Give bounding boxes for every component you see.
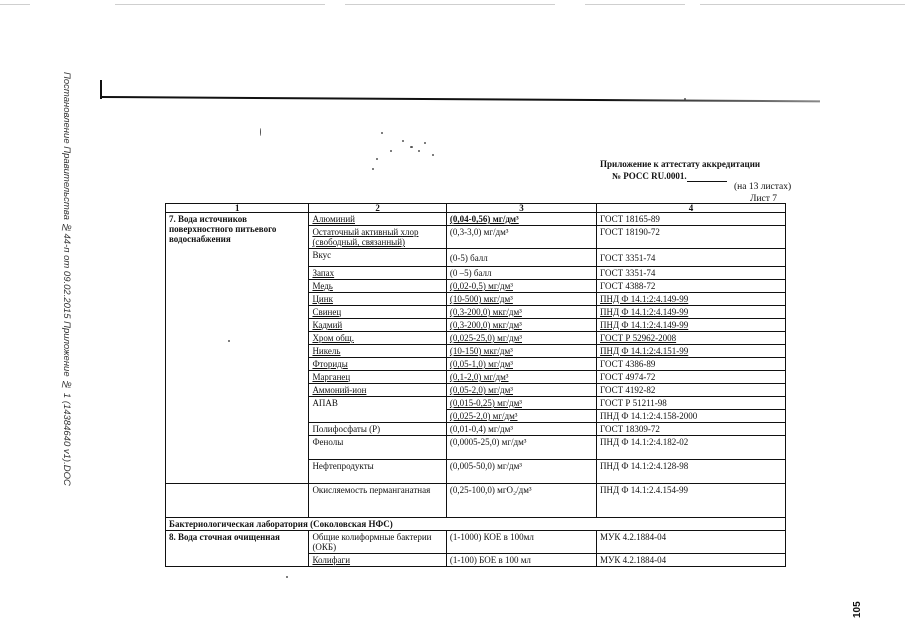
method-cell: ГОСТ 18165-89 [597,213,786,226]
indicator-cell: Аммоний-ион [309,384,446,397]
indicator-cell: Цинк [309,293,446,306]
range-cell: (0,3-3,0) мг/дм³ [446,226,596,249]
range-cell: (0,025-25,0) мг/дм³ [446,332,596,345]
object-cell: 8. Вода сточная очищенная [166,531,309,567]
range-cell: (1-1000) КОЕ в 100мл [446,531,596,554]
range-cell: (1-100) БОЕ в 100 мл [446,554,596,567]
sheet-number: Лист 7 [750,194,778,204]
range-cell: (0,25-100,0) мгО₂/дм³ [446,484,596,518]
column-header: 2 [309,204,446,213]
indicator-cell: Фенолы [309,436,446,460]
range-cell: (0,05-1,0) мг/дм³ [446,358,596,371]
table-row [166,213,786,226]
method-cell: ГОСТ 3351-74 [597,267,786,280]
object-cell-empty [166,484,309,518]
method-cell: ПНД Ф 14.1:2:4.128-98 [597,460,786,484]
number-blank [687,172,727,182]
table-row [166,531,786,554]
scan-edge [0,4,30,5]
range-cell: (0,0005-25,0) мг/дм³ [446,436,596,460]
indicator-cell: Фториды [309,358,446,371]
method-cell: ГОСТ Р 51211-98 [597,397,786,410]
range-cell: (0,005-50,0) мг/дм³ [446,460,596,484]
method-cell: ГОСТ 4974-72 [597,371,786,384]
method-cell: ГОСТ 3351-74 [597,249,786,267]
range-cell: (0,04-0,56) мг/дм³ [446,213,596,226]
table-row [166,484,786,518]
indicator-cell: Марганец [309,371,446,384]
range-cell: (0,3-200,0) мкг/дм³ [446,319,596,332]
method-cell: ГОСТ 18190-72 [597,226,786,249]
indicator-cell: Медь [309,280,446,293]
range-cell: (0,05-2,0) мг/дм³ [446,384,596,397]
indicator-cell: Кадмий [309,319,446,332]
range-cell: (10-150) мкг/дм³ [446,345,596,358]
indicator-cell: Колифаги [309,554,446,567]
scan-edge [345,4,555,5]
method-cell: ПНД Ф 14.1:2:4.149-99 [597,319,786,332]
column-header: 3 [446,204,596,213]
accreditation-scope-table [165,203,786,567]
method-cell: ПНД Ф 14.1:2:4.149-99 [597,293,786,306]
method-cell: ПНД Ф 14.1:2:4.151-99 [597,345,786,358]
document-filename-note: Постановление Правительства №44-п от 09.02.2015 Приложение № 1 (14384640 v1).DOC [61,72,72,486]
method-cell: ГОСТ 4192-82 [597,384,786,397]
indicator-cell: Свинец [309,306,446,319]
method-cell: ПНД Ф 14.1:2:4.182-02 [597,436,786,460]
lab-title: Бактериологическая лаборатория (Соколовская НФС) [166,518,786,531]
scan-edge [115,4,325,5]
range-cell: (0,3-200,0) мкг/дм³ [446,306,596,319]
range-cell: (0,1-2,0) мг/дм³ [446,371,596,384]
method-cell: МУК 4.2.1884-04 [597,554,786,567]
column-header: 1 [166,204,309,213]
attachment-title: Приложение к аттестату аккредитации [600,159,761,169]
method-cell: ГОСТ 4388-72 [597,280,786,293]
range-cell: (0,025-2,0) мг/дм³ [446,410,596,423]
method-cell: ГОСТ Р 52962-2008 [597,332,786,345]
accreditation-header [600,158,800,182]
method-cell: ПНД Ф 14.1:2:4.158-2000 [597,410,786,423]
indicator-cell: Хром общ. [309,332,446,345]
range-cell: (0-5) балл [446,249,596,267]
range-cell: (0,015-0,25) мг/дм³ [446,397,596,410]
lab-title-row [166,518,786,531]
method-cell: ГОСТ 18309-72 [597,423,786,436]
range-cell: (10-500) мкг/дм³ [446,293,596,306]
indicator-cell: АПАВ [309,397,446,423]
indicator-cell: Остаточный активный хлор (свободный, связанный) [309,226,446,249]
method-cell: ПНД Ф 14.1:2:4.149-99 [597,306,786,319]
column-header: 4 [597,204,786,213]
page-number: 105 [852,601,863,618]
table-header-row [166,204,786,213]
range-cell: (0,02-0,5) мг/дм³ [446,280,596,293]
sheet-count: (на 13 листах) [734,182,792,192]
indicator-cell: Алюминий [309,213,446,226]
object-cell: 7. Вода источников поверхностного питьевого водоснабжения [166,213,309,484]
scan-edge [700,4,905,5]
scan-edge [585,4,685,5]
method-cell: ГОСТ 4386-89 [597,358,786,371]
method-cell: МУК 4.2.1884-04 [597,531,786,554]
indicator-cell: Нефтепродукты [309,460,446,484]
indicator-cell: Никель [309,345,446,358]
indicator-cell: Запах [309,267,446,280]
indicator-cell: Общие колиформные бактерии (ОКБ) [309,531,446,554]
indicator-cell: Полифосфаты (Р) [309,423,446,436]
method-cell: ПНД Ф 14.1:2.4.154-99 [597,484,786,518]
indicator-cell: Вкус [309,249,446,267]
indicator-cell: Окисляемость перманганатная [309,484,446,518]
certificate-number: № РОСС RU.0001. [612,171,687,181]
range-cell: (0 –5) балл [446,267,596,280]
scan-rule [100,96,820,102]
range-cell: (0,01-0,4) мг/дм³ [446,423,596,436]
